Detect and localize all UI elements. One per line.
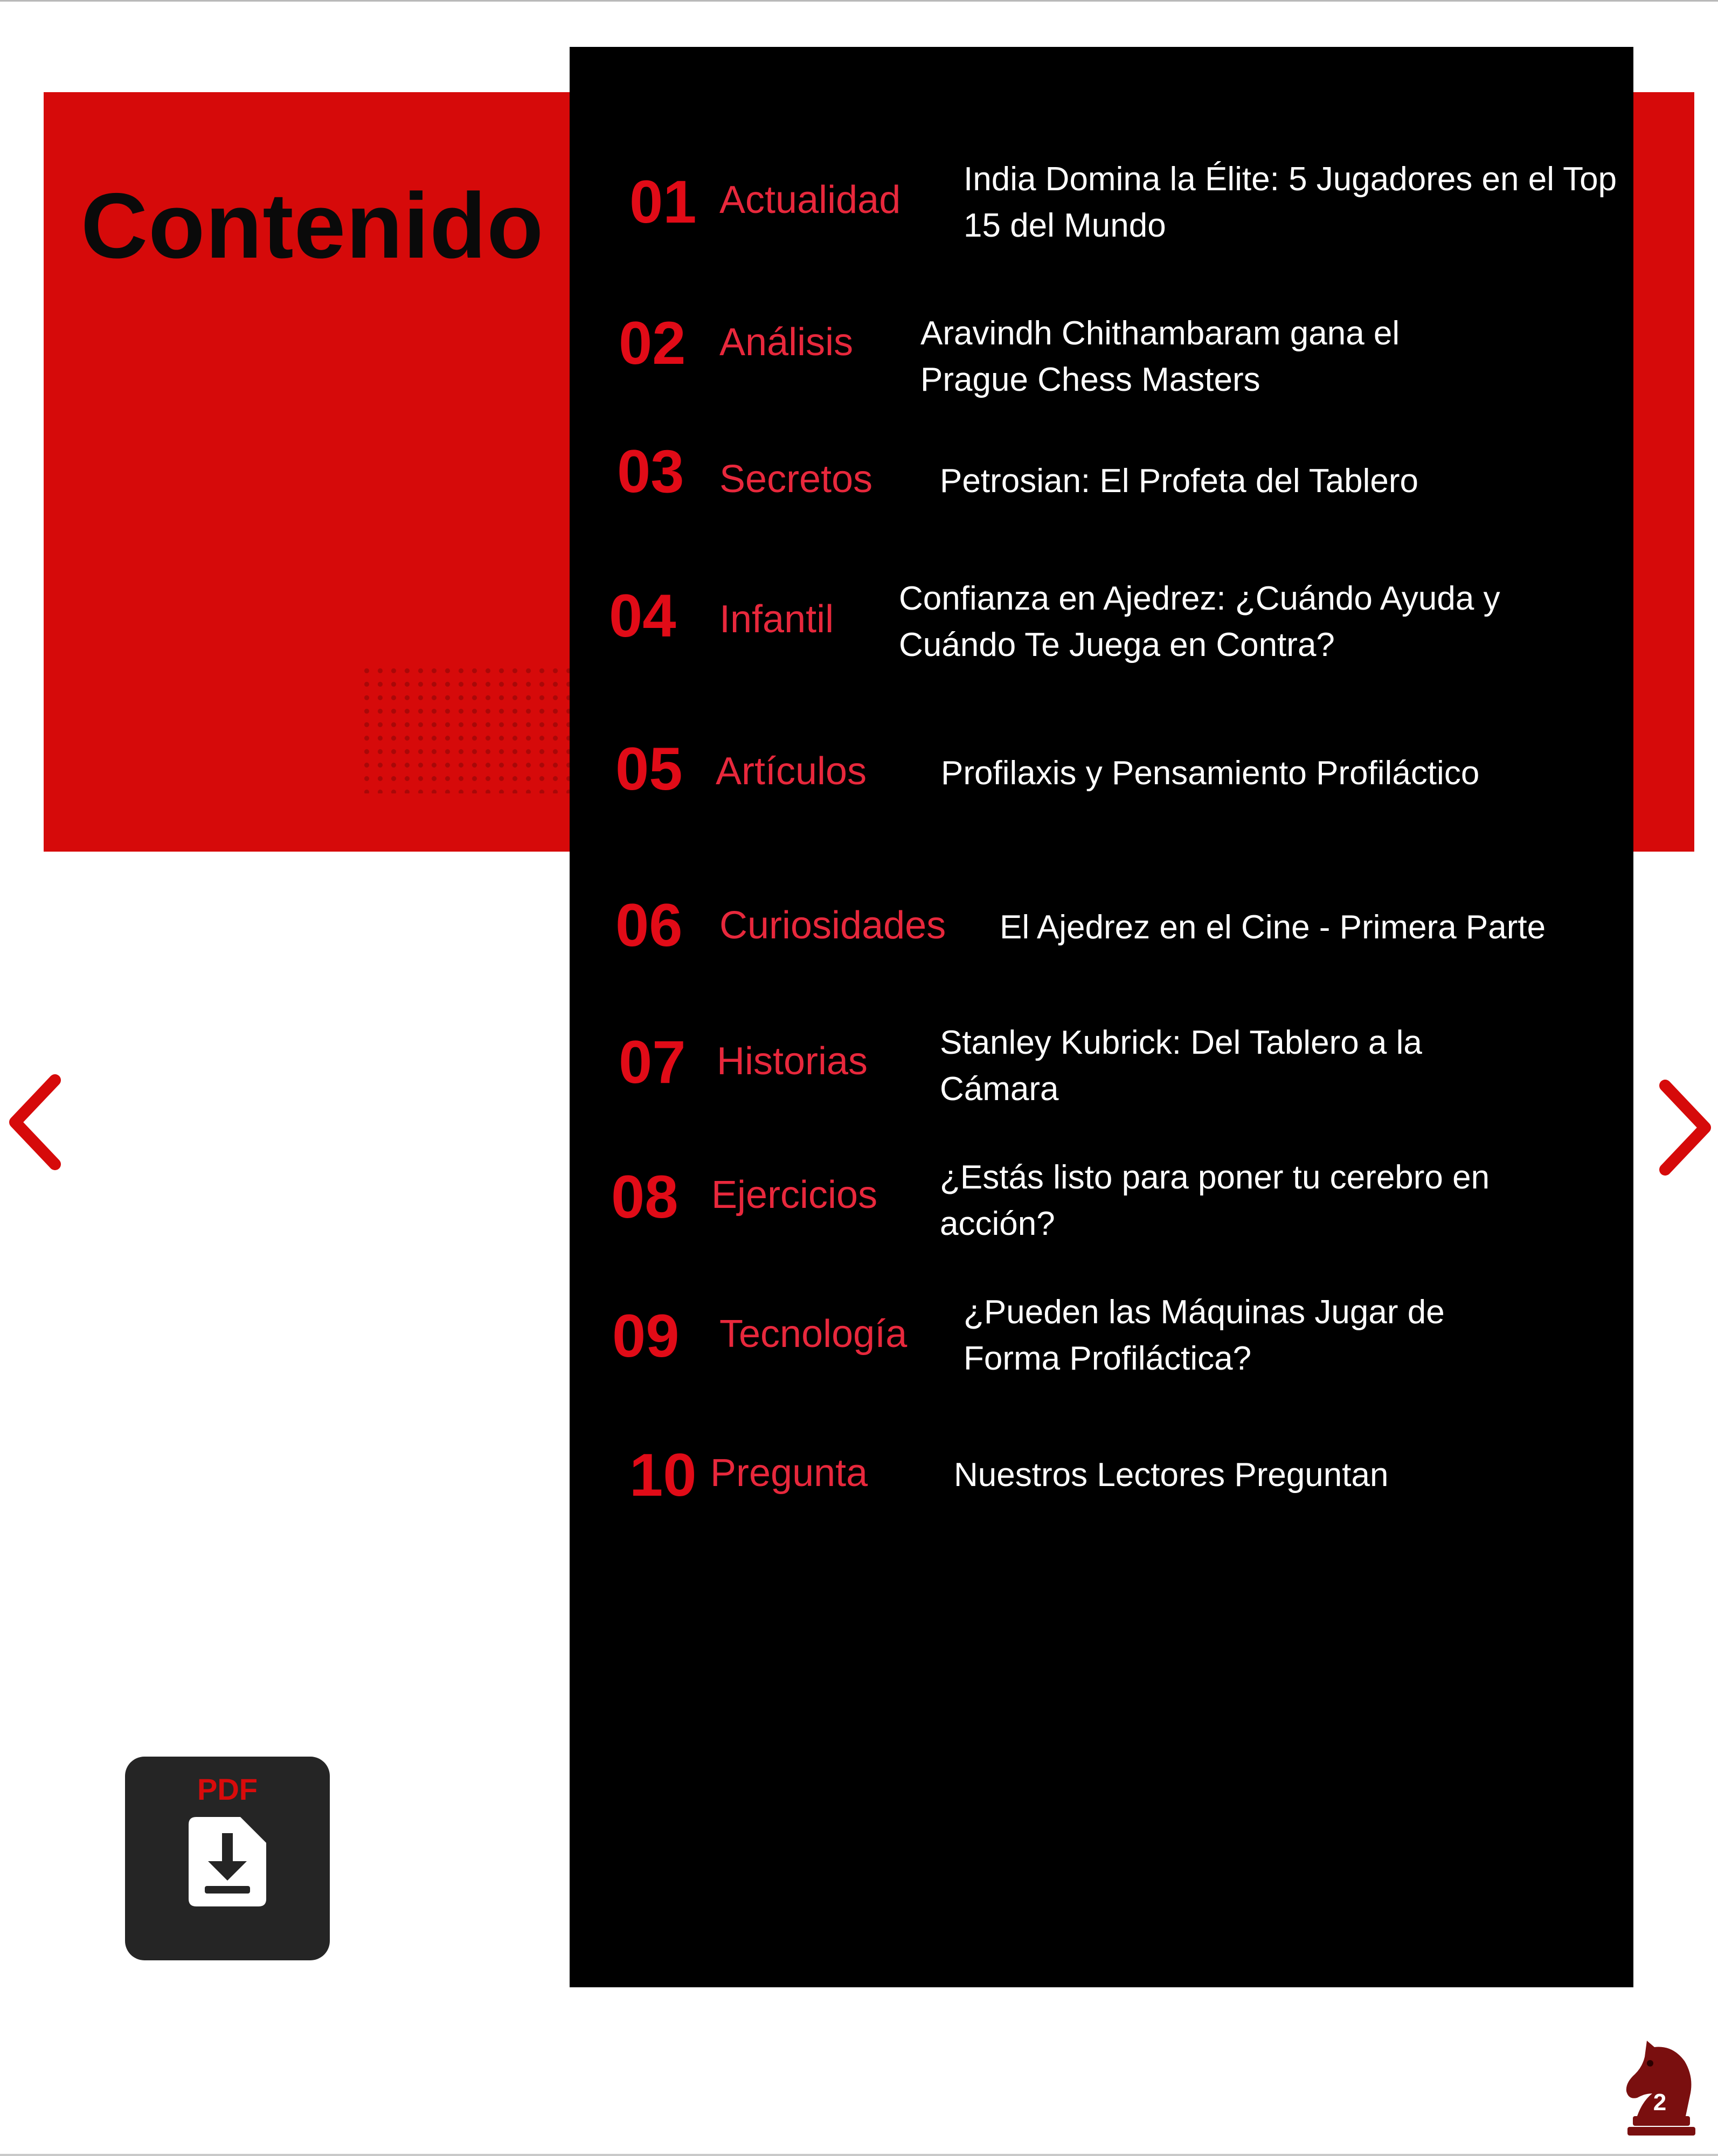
entry-number: 01 <box>629 168 697 236</box>
entry-title[interactable]: ¿Estás listo para poner tu cerebro en acción? <box>940 1159 1490 1242</box>
entry-section[interactable]: Análisis <box>719 321 854 364</box>
file-download-icon <box>189 1817 266 1906</box>
entry-title[interactable]: Aravindh Chithambaram gana el Prague Chess Masters <box>920 315 1400 398</box>
entry-number: 07 <box>619 1028 686 1096</box>
entry-number: 04 <box>609 582 676 649</box>
entry-title[interactable]: ¿Pueden las Máquinas Jugar de Forma Profiláctica? <box>964 1294 1445 1377</box>
entry-title[interactable]: Confianza en Ajedrez: ¿Cuándo Ayuda y Cuándo Te Juega en Contra? <box>899 580 1500 664</box>
entry-title[interactable]: India Domina la Élite: 5 Jugadores en el Top 15 del Mundo <box>964 161 1617 244</box>
entry-section[interactable]: Infantil <box>719 598 834 641</box>
entry-section[interactable]: Historias <box>717 1040 868 1083</box>
entry-title[interactable]: Petrosian: El Profeta del Tablero <box>940 462 1419 500</box>
entry-number: 06 <box>615 892 683 959</box>
entry-number: 08 <box>611 1163 678 1231</box>
entry-title[interactable]: El Ajedrez en el Cine - Primera Parte <box>1000 909 1546 946</box>
entry-section[interactable]: Curiosidades <box>719 904 946 947</box>
page-title: Contenido <box>81 174 544 278</box>
dot-pattern-decoration <box>360 664 576 793</box>
knight-logo-icon <box>1621 2035 1696 2138</box>
bottom-divider <box>0 2154 1718 2156</box>
entry-number: 02 <box>619 309 686 377</box>
entry-number: 09 <box>612 1302 680 1370</box>
entry-section[interactable]: Tecnología <box>719 1312 908 1356</box>
entry-number: 10 <box>629 1441 697 1509</box>
page-number: 2 <box>1653 2089 1667 2116</box>
pdf-download-button[interactable] <box>125 1757 330 1960</box>
chevron-left-icon[interactable] <box>5 1074 65 1171</box>
chevron-right-icon[interactable] <box>1655 1079 1715 1176</box>
entry-section[interactable]: Pregunta <box>710 1452 868 1495</box>
entry-number: 03 <box>617 438 684 505</box>
entry-title[interactable]: Profilaxis y Pensamiento Profiláctico <box>941 755 1480 792</box>
entry-title[interactable]: Stanley Kubrick: Del Tablero a la Cámara <box>940 1024 1422 1108</box>
entry-section[interactable]: Ejercicios <box>711 1173 878 1217</box>
top-divider <box>0 0 1718 2</box>
pdf-label: PDF <box>197 1772 258 1806</box>
entry-section[interactable]: Actualidad <box>719 178 901 222</box>
entry-section[interactable]: Secretos <box>719 458 873 501</box>
entry-title[interactable]: Nuestros Lectores Preguntan <box>954 1456 1389 1494</box>
entry-section[interactable]: Artículos <box>716 750 867 793</box>
entry-number: 05 <box>615 735 683 803</box>
